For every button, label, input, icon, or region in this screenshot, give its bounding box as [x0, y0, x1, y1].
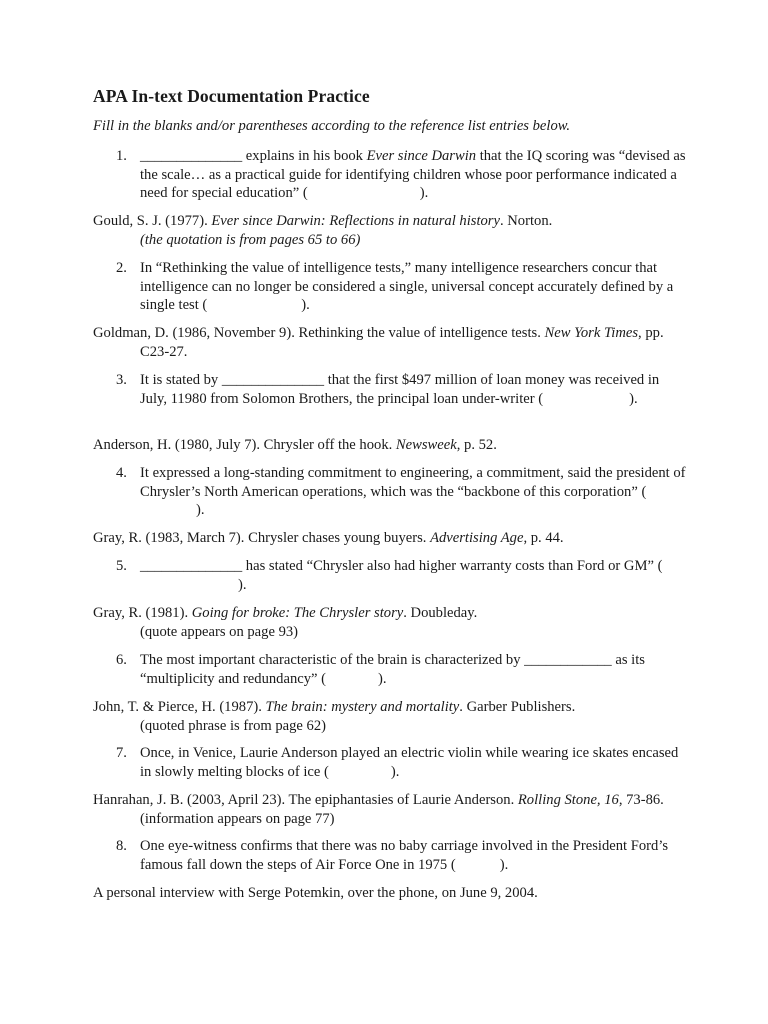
answer-blank: ______________: [221, 372, 325, 388]
reference-entry-gray-1981: Gray, R. (1981). Going for broke: The Chrysler story. Doubleday. (quote appears on page 93): [93, 605, 478, 640]
reference-note: (the quotation is from pages 65 to 66): [140, 231, 361, 248]
reference-entry-goldman: Goldman, D. (1986, November 9). Rethinking the value of intelligence tests. New York Times, pp. C23-27.: [93, 325, 664, 360]
item-number: 6.: [116, 652, 127, 668]
practice-item-5: 5. ______________ has stated “Chrysler also had higher warranty costs than Ford or GM” ().: [116, 558, 663, 593]
reference-note: (quoted phrase is from page 62): [140, 717, 327, 734]
instructions: Fill in the blanks and/or parentheses according to the reference list entries below.: [93, 118, 571, 134]
item-number: 1.: [116, 148, 127, 164]
practice-item-2: 2. In “Rethinking the value of intelligence tests,” many intelligence researchers concur that intelligence can no longer be considered a single, universal concept accurately defined by a single test ( ).: [116, 260, 674, 314]
item-number: 3.: [116, 372, 127, 388]
answer-blank: ______________: [140, 558, 243, 574]
item-number: 5.: [116, 558, 127, 574]
answer-blank: ____________: [524, 652, 612, 668]
reference-entry-hanrahan: Hanrahan, J. B. (2003, April 23). The epiphantasies of Laurie Anderson. Rolling Stone, 16, 73-86. (information appears on page 77): [93, 792, 664, 827]
practice-item-6: 6. The most important characteristic of the brain is characterized by ____________ as its “multiplicity and redundancy” ( ).: [116, 652, 645, 687]
reference-entry-interview: A personal interview with Serge Potemkin, over the phone, on June 9, 2004.: [93, 885, 538, 901]
practice-item-8: 8. One eye-witness confirms that there was no baby carriage involved in the President Ford’s famous fall down the steps of Air Force One in 1975 ( ).: [116, 838, 669, 873]
practice-item-4: 4. It expressed a long-standing commitment to engineering, a commitment, said the president of Chrysler’s North American operations, which was the “backbone of this corporation” ().: [116, 465, 686, 519]
book-title: Ever since Darwin: [366, 148, 477, 164]
practice-item-3: 3. It is stated by ______________ that the first $497 million of loan money was received in July, 11980 from Solomon Brothers, the principal loan under-writer ( ).: [116, 372, 660, 407]
practice-item-7: 7. Once, in Venice, Laurie Anderson played an electric violin while wearing ice skates encased in slowly melting blocks of ice ( ).: [116, 745, 679, 780]
reference-note: (quote appears on page 93): [140, 623, 299, 640]
item-number: 8.: [116, 838, 127, 854]
item-number: 4.: [116, 465, 127, 481]
reference-entry-anderson: Anderson, H. (1980, July 7). Chrysler off the hook. Newsweek, p. 52.: [93, 437, 497, 453]
practice-item-1: 1. ______________ explains in his book Ever since Darwin that the IQ scoring was “devised as the scale… as a practical guide for identifying children whose poor performance indicated a need for special education” ( ).: [116, 148, 686, 202]
reference-entry-john-pierce: John, T. & Pierce, H. (1987). The brain: mystery and mortality. Garber Publishers. (quoted phrase is from page 62): [93, 699, 576, 734]
page-title: APA In-text Documentation Practice: [93, 86, 370, 106]
reference-entry-gould: Gould, S. J. (1977). Ever since Darwin: Reflections in natural history. Norton. (the quotation is from pages 65 to 66): [93, 213, 553, 248]
answer-blank: ______________: [140, 148, 243, 164]
item-number: 7.: [116, 745, 127, 761]
reference-entry-gray-1983: Gray, R. (1983, March 7). Chrysler chases young buyers. Advertising Age, p. 44.: [93, 530, 564, 546]
item-number: 2.: [116, 260, 127, 276]
